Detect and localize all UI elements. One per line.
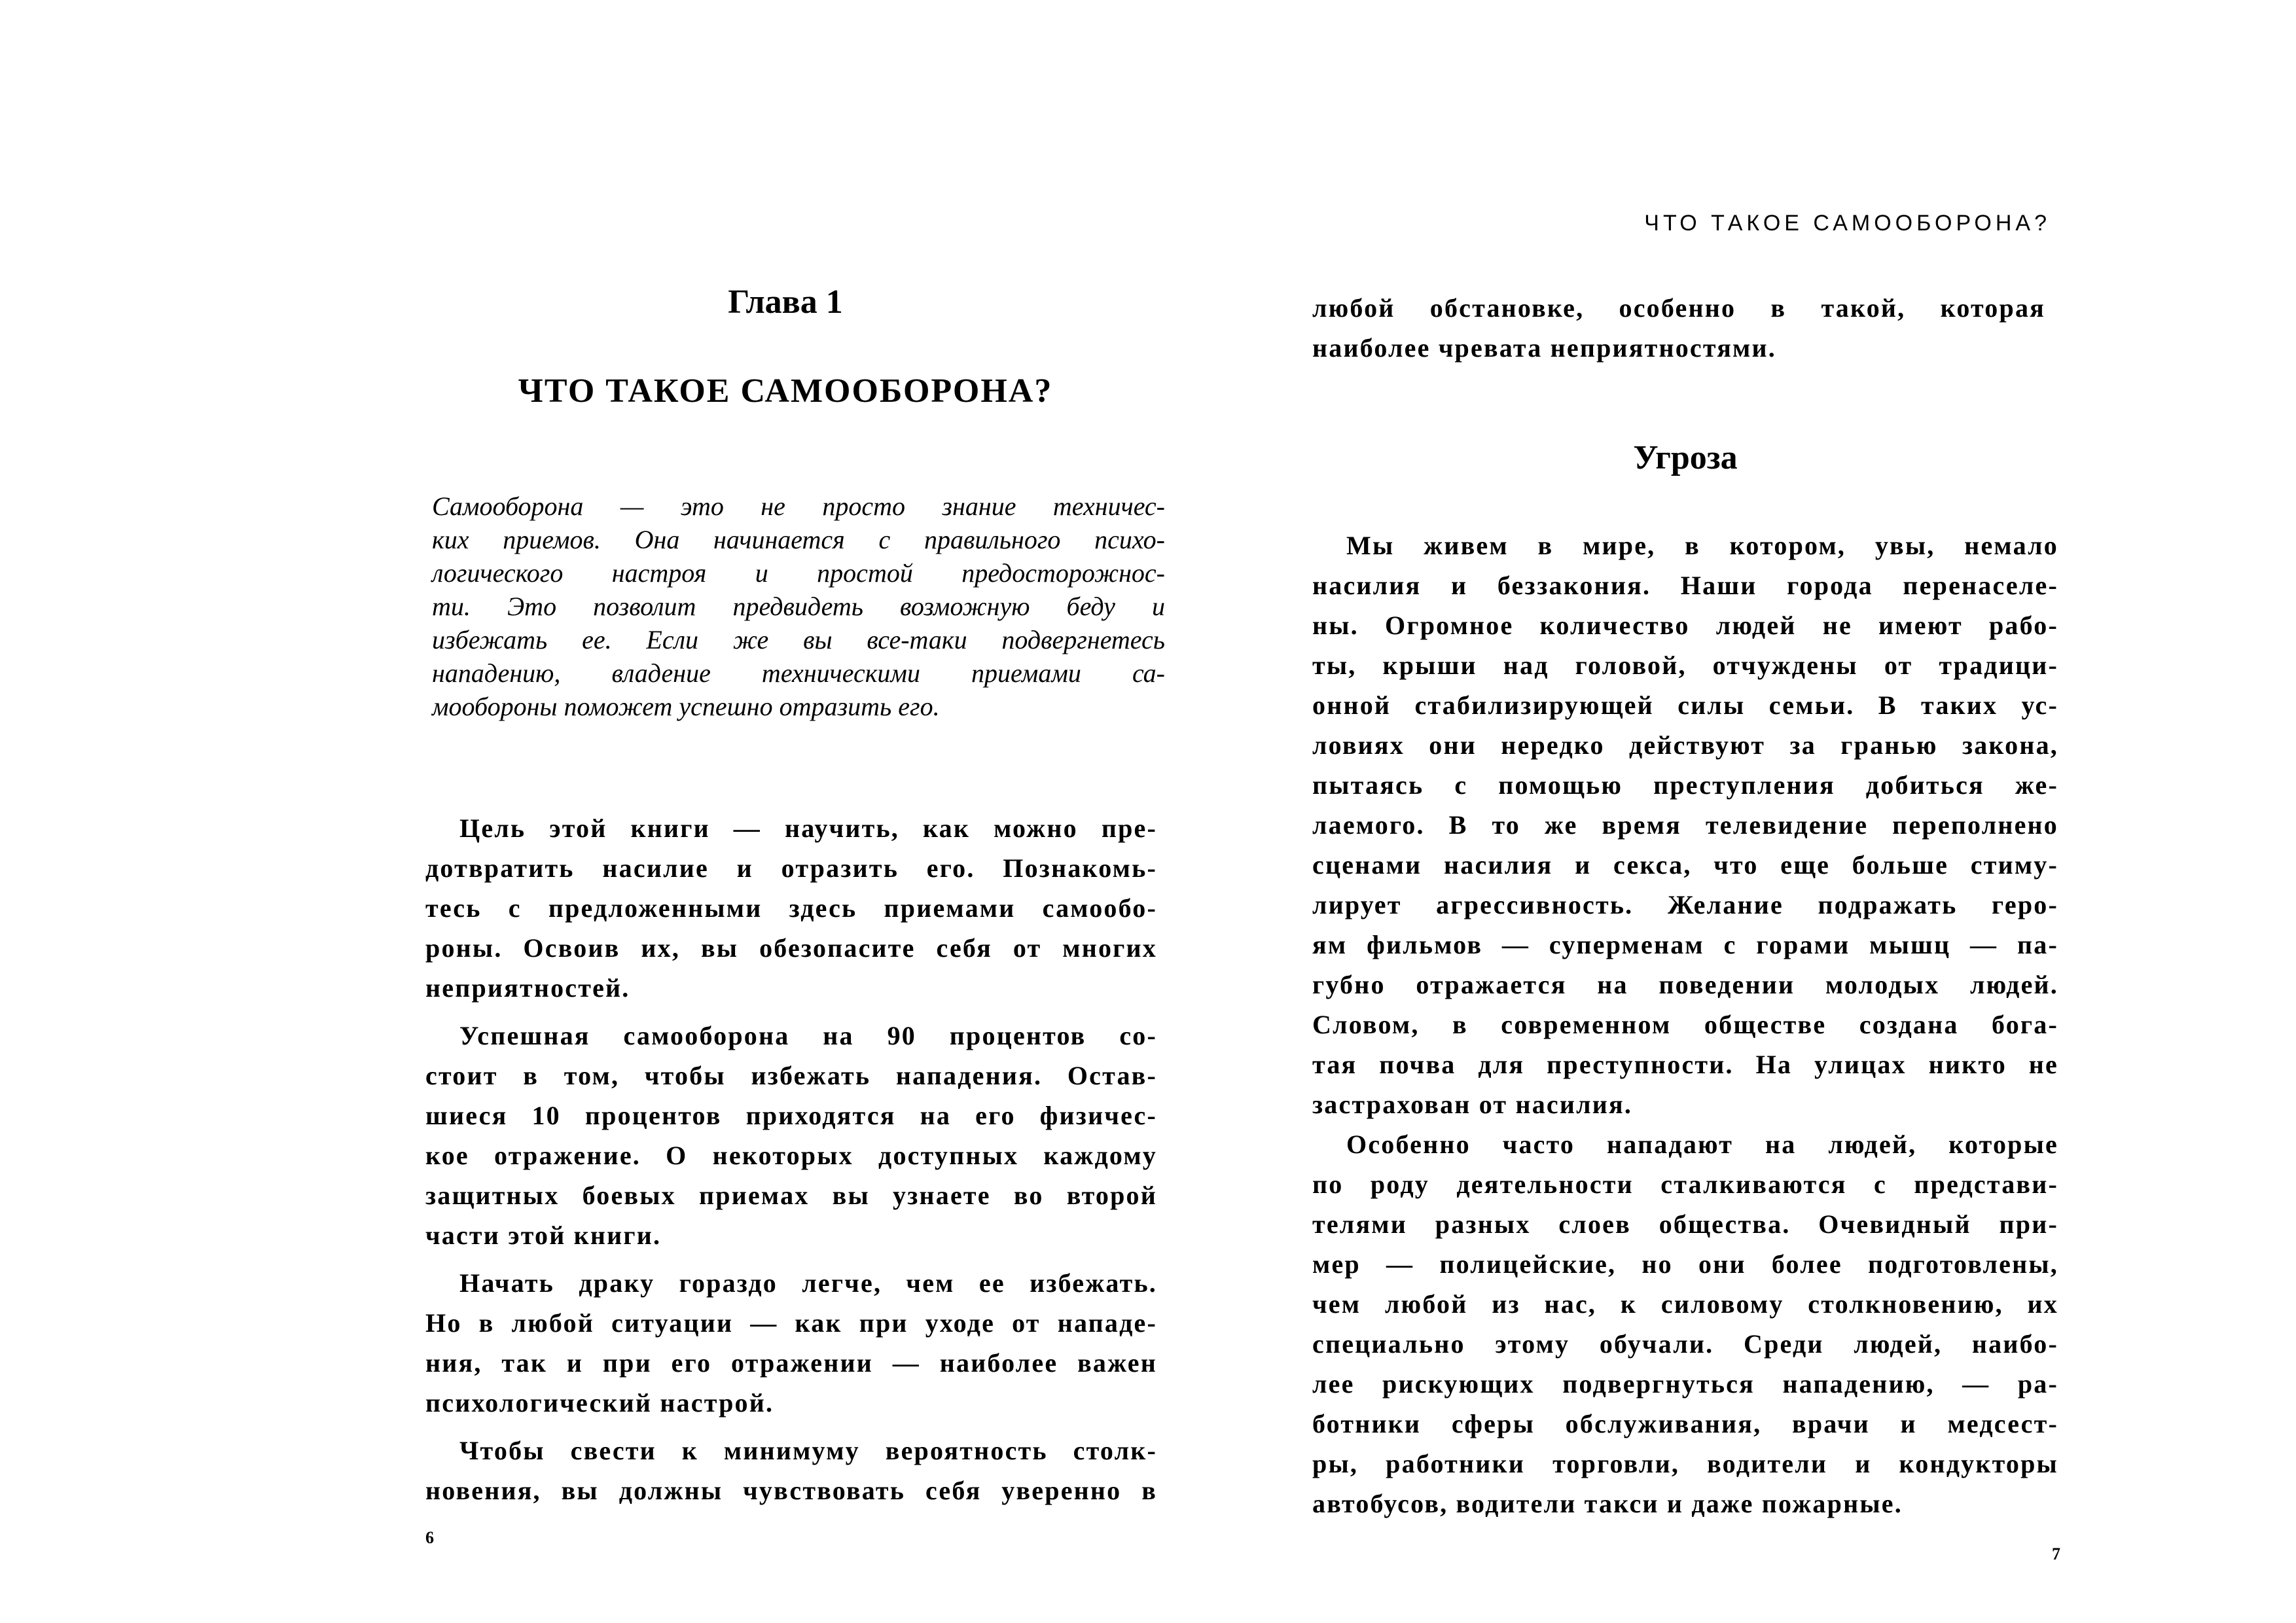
body-line: новения, вы должны чувствовать себя уверенно в xyxy=(425,1476,1157,1505)
body-line: шиеся 10 процентов приходятся на его физичес- xyxy=(425,1101,1157,1130)
body-line: насилия и беззакония. Наши города перенаселе- xyxy=(1312,571,2058,600)
body-line: мер — полицейские, но они более подготовлены, xyxy=(1312,1249,2058,1279)
body-line: Словом, в современном обществе создана бога- xyxy=(1312,1010,2058,1039)
body-line: онной стабилизирующей силы семьи. В таких ус- xyxy=(1312,690,2058,720)
body-line: лирует агрессивность. Желание подражать геро- xyxy=(1312,890,2058,919)
body-line: Но в любой ситуации — как при уходе от нападе- xyxy=(425,1308,1157,1338)
body-line: чем любой из нас, к силовому столкновению, их xyxy=(1312,1289,2058,1319)
epigraph-line: нападению, владение техническими приемами са- xyxy=(432,658,1165,688)
body-line: Успешная самооборона на 90 процентов со- xyxy=(459,1021,1157,1050)
body-line: кое отражение. О некоторых доступных каждому xyxy=(425,1141,1157,1170)
body-line: лаемого. В то же время телевидение переполнено xyxy=(1312,810,2058,840)
epigraph-line: Самооборона — это не просто знание техничес- xyxy=(432,491,1165,521)
body-line: роны. Освоив их, вы обезопасите себя от многих xyxy=(425,933,1157,963)
epigraph-line: ких приемов. Она начинается с правильного психо- xyxy=(432,525,1165,554)
body-line: Особенно часто нападают на людей, которые xyxy=(1346,1130,2058,1159)
epigraph-line: ти. Это позволит предвидеть возможную беду и xyxy=(432,592,1165,621)
body-line: ния, так и при его отражении — наиболее важен xyxy=(425,1348,1157,1378)
body-line: Мы живем в мире, в котором, увы, немало xyxy=(1346,531,2058,560)
epigraph xyxy=(432,491,1165,724)
page-number: 6 xyxy=(425,1528,434,1547)
body-line: защитных боевых приемах вы узнаете во второй xyxy=(425,1181,1157,1210)
chapter-title: ЧТО ТАКОЕ САМООБОРОНА? xyxy=(518,372,1053,410)
body-line: ры, работники торговли, водители и кондукторы xyxy=(1312,1449,2058,1478)
body-line: лее рискующих подвергнуться нападению, — ра- xyxy=(1312,1369,2058,1399)
body-line: сценами насилия и секса, что еще больше стиму- xyxy=(1312,850,2058,880)
body-line: ям фильмов — суперменам с горами мышц — па- xyxy=(1312,930,2058,959)
body-line: Начать драку гораздо легче, чем ее избежать. xyxy=(459,1268,1157,1298)
body-line: Чтобы свести к минимуму вероятность столк- xyxy=(459,1436,1157,1465)
body-line: неприятностей. xyxy=(425,973,630,1003)
body-line: стоит в том, чтобы избежать нападения. Остав- xyxy=(425,1061,1157,1090)
body-line: психологический настрой. xyxy=(425,1388,774,1418)
body-line: тая почва для преступности. На улицах никто не xyxy=(1312,1050,2058,1079)
body-line: специально этому обучали. Среди людей, наибо- xyxy=(1312,1329,2058,1359)
right-page xyxy=(1312,0,2072,1623)
running-head: ЧТО ТАКОЕ САМООБОРОНА? xyxy=(1644,211,2051,236)
body-line: губно отражается на поведении молодых людей. xyxy=(1312,970,2058,999)
body-line: наиболее чревата неприятностями. xyxy=(1312,333,1776,363)
body-line: телями разных слоев общества. Очевидный при- xyxy=(1312,1209,2058,1239)
page-number: 7 xyxy=(2052,1544,2060,1563)
body-line: дотвратить насилие и отразить его. Познакомь- xyxy=(425,853,1157,883)
body-line: по роду деятельности сталкиваются с представи- xyxy=(1312,1169,2058,1199)
body-line: ты, крыши над головой, отчуждены от традици- xyxy=(1312,651,2058,680)
right-body-text xyxy=(1312,526,2058,1524)
body-line: тесь с предложенными здесь приемами самообо- xyxy=(425,893,1157,923)
left-body-text xyxy=(425,808,1157,1510)
body-line: ловиях они нередко действуют за гранью закона, xyxy=(1312,730,2058,760)
right-top-text xyxy=(1312,288,2045,368)
epigraph-line: мообороны поможет успешно отразить его. xyxy=(432,692,940,721)
body-line: Цель этой книги — научить, как можно пре- xyxy=(459,813,1157,843)
body-line: части этой книги. xyxy=(425,1221,662,1250)
chapter-number: Глава 1 xyxy=(728,283,843,321)
body-line: пытаясь с помощью преступления добиться же- xyxy=(1312,770,2058,800)
body-line: ботники сферы обслуживания, врачи и медсест- xyxy=(1312,1409,2058,1438)
body-line: автобусов, водители такси и даже пожарные. xyxy=(1312,1489,1903,1518)
body-line: ны. Огромное количество людей не имеют рабо- xyxy=(1312,611,2058,640)
body-line: застрахован от насилия. xyxy=(1312,1090,1633,1119)
epigraph-line: избежать ее. Если же вы все-таки подвергнетесь xyxy=(432,625,1165,654)
left-page xyxy=(425,0,1165,1623)
body-line: любой обстановке, особенно в такой, которая xyxy=(1312,293,2045,323)
section-heading: Угроза xyxy=(1633,439,1738,476)
epigraph-line: логического настроя и простой предосторожнос- xyxy=(432,558,1165,588)
